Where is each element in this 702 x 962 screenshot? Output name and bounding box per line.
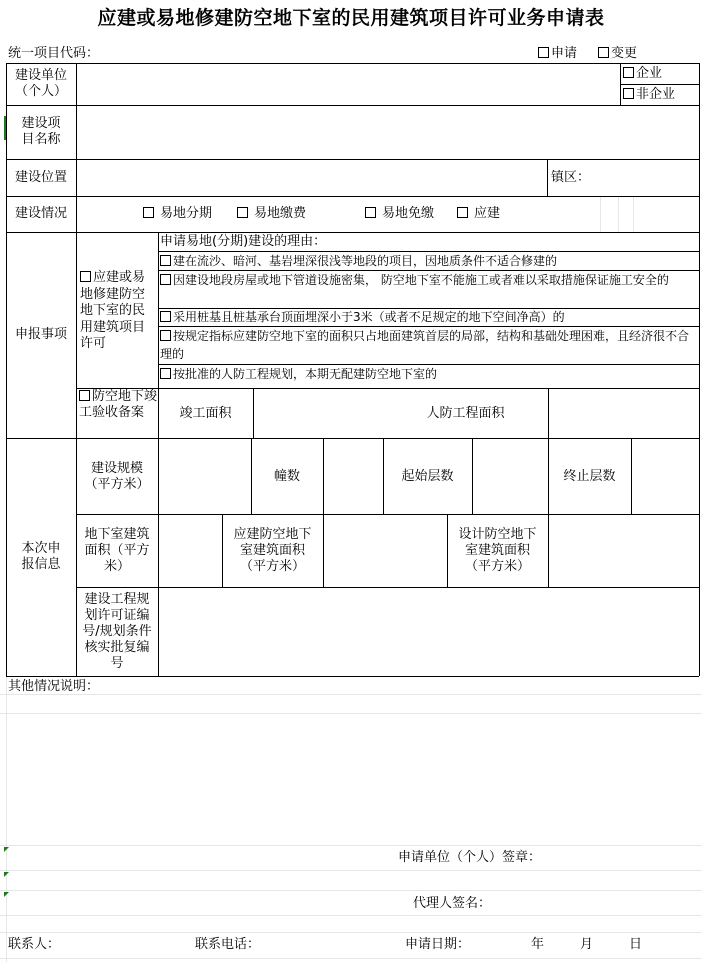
- date-month: 月: [580, 937, 594, 952]
- checkbox-icon: [623, 67, 634, 78]
- end-floor-label: 终止层数: [563, 469, 616, 484]
- permit-no-label: 建设工程规划许可证编号/规划条件核实批复编号: [82, 592, 152, 671]
- reason-no-plan[interactable]: 按批准的人防工程规划，本期无配建防空地下室的: [160, 366, 698, 382]
- buildings-input[interactable]: [325, 440, 382, 512]
- reason-geology[interactable]: 建在流沙、暗河、基岩埋深很浅等地段的项目，因地质条件不适合修建的: [160, 253, 698, 269]
- checkbox-icon: [160, 330, 171, 341]
- type-option-change[interactable]: 变更: [598, 46, 637, 62]
- civil-defense-area-input[interactable]: [550, 390, 698, 436]
- entity-option-non-company[interactable]: 非企业: [623, 87, 675, 103]
- civil-defense-area-label: 人防工程面积: [426, 406, 505, 421]
- status-option-fee[interactable]: 易地缴费: [237, 206, 306, 222]
- other-info-input[interactable]: [8, 697, 698, 843]
- design-area-label: 设计防空地下室建筑面积（平方米）: [458, 527, 537, 574]
- reason-dense-facilities[interactable]: 因建设地段房屋或地下管道设施密集， 防空地下室不能施工或者难以采取措施保证施工安全的: [160, 271, 698, 289]
- checkbox-icon: [160, 274, 171, 285]
- reason-title: 申请易地(分期)建设的理由：: [160, 234, 327, 249]
- contact-input[interactable]: [60, 934, 190, 956]
- checkbox-icon: [598, 47, 609, 58]
- required-area-label: 应建防空地下室建筑面积（平方米）: [233, 527, 312, 574]
- applicant-signature-label: 申请单位（个人）签章：: [398, 850, 542, 865]
- applicant-input[interactable]: [78, 65, 618, 103]
- type-option-apply[interactable]: 申请: [538, 46, 577, 62]
- checkbox-icon: [237, 207, 248, 218]
- start-floor-input[interactable]: [474, 440, 547, 512]
- design-area-input[interactable]: [550, 516, 698, 586]
- acceptance-item-option[interactable]: 防空地下竣工验收备案: [79, 389, 158, 420]
- applicant-label: 建设单位（个人）: [14, 68, 67, 99]
- phone-label: 联系电话：: [195, 937, 261, 952]
- cell-marker: [4, 847, 9, 852]
- date-year: 年: [531, 937, 545, 952]
- date-day: 日: [629, 937, 643, 952]
- basement-area-input[interactable]: [160, 516, 221, 586]
- project-code-label: 统一项目代码：: [8, 46, 100, 61]
- permit-item-option[interactable]: 应建或易地修建防空地下室的民用建筑项目许可: [80, 270, 146, 351]
- checkbox-icon: [80, 271, 91, 282]
- applicant-signature-field[interactable]: [550, 847, 698, 868]
- page-title: 应建或易地修建防空地下室的民用建筑项目许可业务申请表: [97, 7, 605, 29]
- required-area-input[interactable]: [325, 516, 446, 586]
- start-floor-label: 起始层数: [401, 469, 454, 484]
- district-label: 镇区：: [551, 170, 591, 185]
- end-floor-input[interactable]: [633, 440, 698, 512]
- checkbox-icon: [538, 47, 549, 58]
- other-info-label: 其他情况说明：: [8, 679, 100, 694]
- checkbox-icon: [143, 207, 154, 218]
- cell-marker: [4, 872, 9, 877]
- cell-marker: [4, 892, 9, 897]
- checkbox-icon: [160, 368, 171, 379]
- phone-input[interactable]: [262, 934, 397, 956]
- reason-pile-foundation[interactable]: 采用桩基且桩基承台顶面埋深小于3米（或者不足规定的地下空间净高）的: [160, 309, 698, 325]
- reason-partial-area[interactable]: 按规定指标应建防空地下室的面积只占地面建筑首层的局部，结构和基础处理困难，且经济很不合理的: [160, 329, 690, 361]
- buildings-label: 幢数: [273, 469, 300, 484]
- checkbox-icon: [365, 207, 376, 218]
- project-name-input[interactable]: [78, 107, 698, 157]
- checkbox-icon: [79, 390, 90, 401]
- checkbox-icon: [457, 207, 468, 218]
- status-option-exempt[interactable]: 易地免缴: [365, 206, 434, 222]
- completed-area-label: 竣工面积: [179, 406, 232, 421]
- scale-label: 建设规模（平方米）: [84, 461, 150, 492]
- scale-input[interactable]: [160, 440, 250, 512]
- location-label: 建设位置: [14, 170, 67, 185]
- entity-option-company[interactable]: 企业: [623, 66, 662, 82]
- info-label: 本次申报信息: [21, 541, 61, 572]
- checkbox-icon: [160, 311, 171, 322]
- checkbox-icon: [160, 255, 171, 266]
- status-label: 建设情况: [14, 206, 67, 221]
- basement-area-label: 地下室建筑面积（平方米）: [84, 527, 150, 574]
- date-label: 申请日期：: [405, 937, 471, 952]
- location-input[interactable]: [78, 161, 546, 195]
- project-name-label: 建设项目名称: [21, 116, 61, 147]
- checkbox-icon: [623, 88, 634, 99]
- cell-marker: [4, 116, 6, 140]
- status-option-phased[interactable]: 易地分期: [143, 206, 212, 222]
- status-option-required[interactable]: 应建: [457, 206, 500, 222]
- apply-items-label: 申报事项: [14, 327, 67, 342]
- contact-label: 联系人：: [8, 937, 61, 952]
- agent-signature-label: 代理人签名：: [413, 896, 492, 911]
- permit-no-input[interactable]: [160, 589, 698, 675]
- completed-area-input[interactable]: [255, 390, 381, 436]
- agent-signature-field[interactable]: [492, 892, 698, 913]
